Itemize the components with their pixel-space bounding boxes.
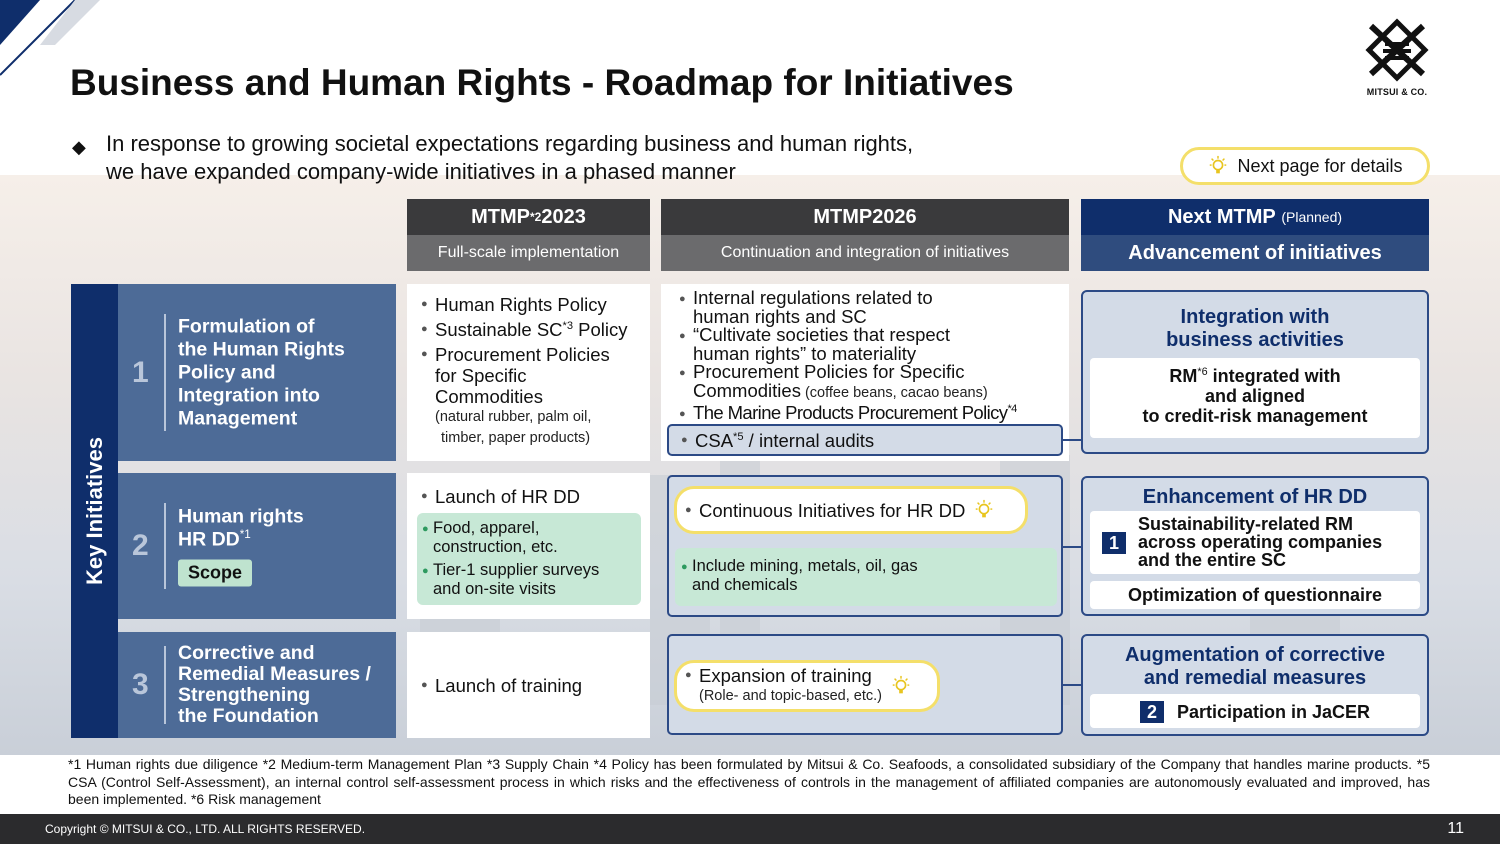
next-page-badge[interactable] [1180,147,1430,185]
scope-green-box [417,513,641,605]
box-content [1090,511,1420,574]
key-initiatives-bar [71,284,118,738]
box-content-text: to credit-risk management [1142,406,1368,426]
lightbulb-icon [973,499,995,521]
column-header-next-mtmp [1081,199,1429,271]
next-page-label: Next page for details [1237,155,1403,176]
lead-line-1: In response to growing societal expectations regarding business and human rights, [106,131,914,156]
cell-col3-row2 [1081,476,1429,616]
cell-col1-row2 [407,473,650,619]
footnote-ref: *6 [1197,366,1208,378]
expansion-training-pill [674,660,940,712]
row-title-line: Human rights [178,505,304,528]
logo-text: MITSUI & CO. [1366,87,1428,97]
list-item-text: ● Food, apparel, [433,519,540,537]
list-item-text: and chemicals [692,576,798,594]
row-title-line: Management [178,407,298,429]
list-item-text: Sustainable SC [435,319,563,340]
list-item [422,561,641,599]
list-item [679,401,1069,423]
logo-mark-icon [1365,18,1429,82]
list-item: ● Human Rights Policy [421,294,650,315]
col1-subtitle: Full-scale implementation [407,235,650,271]
box-content-text: Participation in JaCER [1176,702,1371,722]
column-header-mtmp2026 [661,199,1069,271]
footer-bar [0,814,1500,844]
row-label-3 [118,632,396,738]
box-content [1090,358,1420,438]
box-content-text: Sustainability-related RM [1138,514,1354,534]
row-title [178,315,345,430]
note-text: (natural rubber, palm oil, [435,409,592,425]
diamond-bullet-icon: ◆ [72,137,86,157]
col3-title: Next MTMP [1167,205,1276,228]
footnote-ref: *5 [733,430,744,443]
col1-title: MTMP [471,205,531,228]
row-title-line: Remedial Measures / [178,663,371,685]
cell-col3-row1 [1081,290,1429,454]
list-item-text: ● “Cultivate societies that respect [693,324,951,345]
divider [164,646,166,724]
list-item-text: human rights and SC [693,305,867,327]
list-item [679,363,1069,404]
cell-col2-row2 [667,475,1063,617]
col3-paren: (Planned) [1281,209,1343,225]
row-title-line: Formulation of [178,315,315,337]
row-number: 1 [132,355,149,389]
list-item-text: ● Tier-1 supplier surveys [433,561,600,579]
scope-badge: Scope [178,560,252,587]
cell-col3-row3 [1081,634,1429,736]
list-item-text: The Marine Products Procurement Policy [693,401,1008,423]
list-item-text: human rights” to materiality [693,342,917,364]
list-item-text: Policy [573,319,628,340]
box-heading [1083,306,1427,352]
list-item [681,557,1057,595]
box-content-text: integrated with [1207,366,1341,386]
list-item-text: Commodities [693,379,801,401]
box-heading-line: Augmentation of corrective [1124,644,1386,666]
box-content-text: RM [1169,366,1198,386]
connector-line [1063,439,1081,441]
cell-col1-row1 [407,284,650,461]
list-item-text: / internal audits [743,430,875,451]
connector-line [1063,546,1081,548]
list-item-text: ● Expansion of training [699,665,872,686]
box-content-text: and the entire SC [1138,550,1287,570]
box-heading-line: and remedial measures [1143,667,1367,689]
continuous-hrdd-pill [674,486,1028,534]
page-number: 11 [1447,820,1464,837]
footnotes: *1 Human rights due diligence *2 Medium-term Management Plan *3 Supply Chain *4 Policy has been formulated by Mitsui & Co. Seafoods, a consolidated subsidiary of the Company that handles marine products. *5 CSA (Control Self-Assessment), an internal control self-assessment process in which risks and the effectiveness of controls in the management of affiliated companies are autonomously evaluated and improved, has been implemented. *6 Risk management [68,756,1430,807]
key-initiatives-label: Key Initiatives [81,437,107,585]
row-number: 3 [132,668,149,701]
list-item-text: construction, etc. [433,538,558,556]
csa-box [667,424,1063,456]
row-title [178,506,304,587]
number-badge: 2 [1140,701,1164,723]
box-content-text: and aligned [1204,386,1305,406]
box-heading [1083,644,1427,690]
list-item-text: ● Procurement Policies for Specific [693,361,965,382]
list-item: ● Continuous Initiatives for HR DD [685,500,965,521]
copyright: Copyright © MITSUI & CO., LTD. ALL RIGHTS RESERVED. [45,822,366,836]
row-title-line: Corrective and [178,642,315,664]
divider [164,314,166,431]
company-logo [1362,18,1432,104]
list-item-text: ● Include mining, metals, oil, gas [692,557,918,575]
col2-subtitle: Continuation and integration of initiatives [661,235,1069,271]
row-title-line: the Human Rights [178,338,345,360]
list-item [421,319,650,340]
row-number: 2 [132,529,149,562]
list-item [681,430,1061,451]
col2-title: MTMP2026 [661,199,1069,235]
box-content-text: across operating companies [1138,532,1383,552]
box-content [1090,694,1420,728]
note-text: timber, paper products) [441,430,591,446]
list-item [685,665,882,707]
connector-line [1063,684,1081,686]
note-text: (Role- and topic-based, etc.) [699,688,882,704]
box-content: Optimization of questionnaire [1090,581,1420,609]
list-item [422,519,641,557]
lightbulb-icon [890,675,912,697]
row-title-line: HR DD [178,528,240,551]
row-title [178,643,371,727]
row-title-line: Policy and [178,361,276,383]
lead-text [72,130,1086,186]
footnote-ref: *3 [562,319,574,332]
col3-subtitle: Advancement of initiatives [1081,235,1429,271]
row-label-2 [118,473,396,619]
list-item: ● Launch of training [421,675,650,696]
footnote-ref: *4 [1007,402,1017,415]
list-item [679,289,1069,326]
note-text: (coffee beans, cacao beans) [800,384,988,401]
row-title-line: Strengthening [178,684,311,706]
row-title-line: Integration into [178,384,320,406]
list-item-text: Commodities [435,386,543,407]
box-heading-line: Integration with [1180,306,1330,328]
cell-col1-row3 [407,632,650,738]
column-header-mtmp2023: MTMP *2 2023 Full-scale implementation [407,199,650,271]
scope-green-box [675,548,1057,606]
list-item [679,326,1069,363]
list-item-text: ● Procurement Policies [435,344,610,365]
footnote-ref: *1 [239,528,251,541]
list-item-text: for Specific [435,365,527,386]
page-title: Business and Human Rights - Roadmap for Initiatives [70,62,1014,103]
list-item-text: ● Internal regulations related to [693,287,933,308]
cell-col2-row3 [667,634,1063,735]
lightbulb-icon [1207,155,1229,177]
row-label-1 [118,284,396,461]
list-item-text: CSA [695,430,734,451]
divider [164,503,166,589]
list-item [421,344,650,449]
col1-title-year: 2023 [541,205,586,228]
number-badge: 1 [1102,532,1126,554]
lead-line-2: we have expanded company-wide initiatives in a phased manner [106,159,736,184]
box-heading-line: business activities [1166,329,1344,351]
list-item-text: and on-site visits [433,580,556,598]
row-title-line: the Foundation [178,705,319,727]
box-heading: Enhancement of HR DD [1142,486,1368,508]
list-item: ● Launch of HR DD [421,486,650,507]
